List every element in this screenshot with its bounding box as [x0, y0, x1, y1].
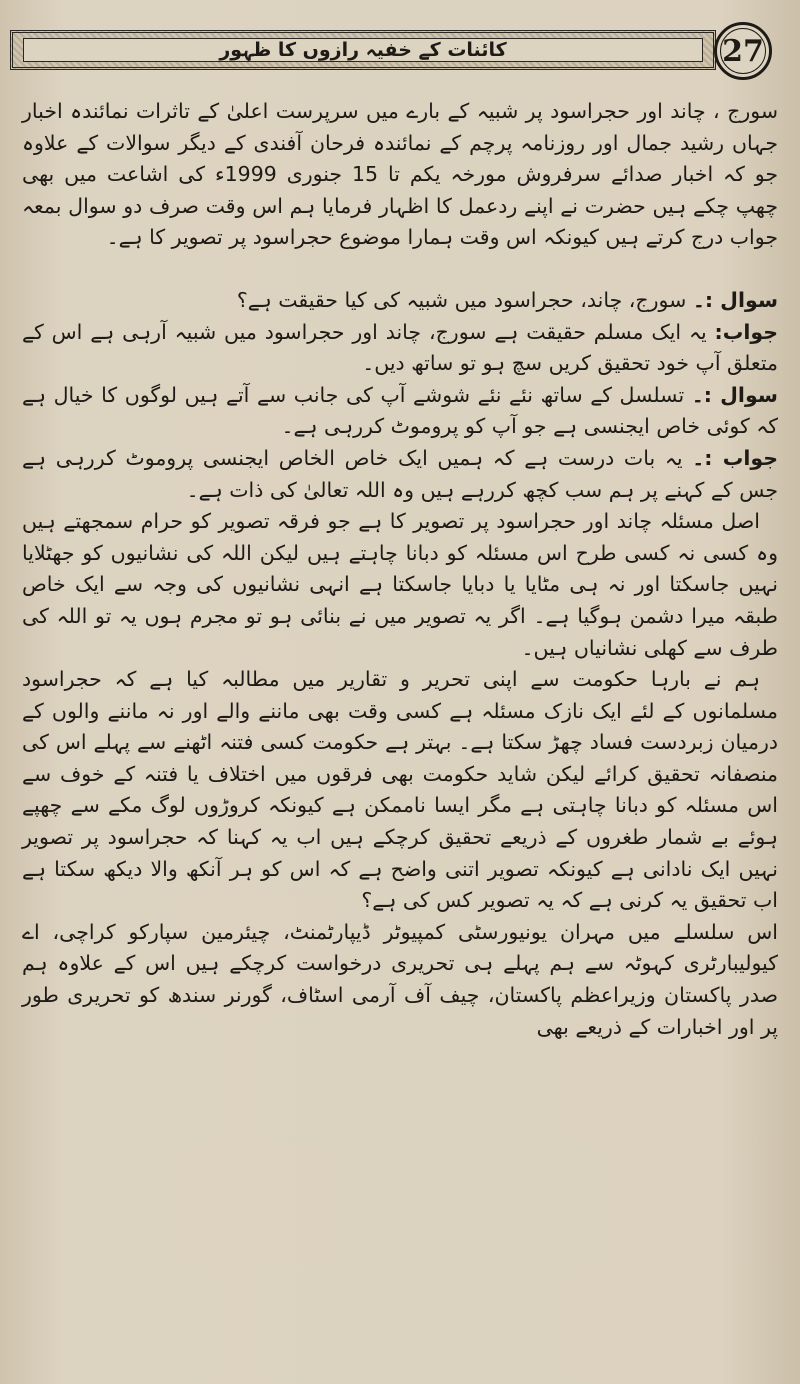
question-label: سوال :۔ — [692, 287, 778, 312]
question-text: سورج، چاند، حجراسود میں شبیہ کی کیا حقیقت ہے؟ — [236, 287, 687, 312]
question-1 — [22, 285, 778, 317]
body-paragraph: اصل مسئلہ چاند اور حجراسود پر تصویر کا ہے جو فرقہ تصویر کو حرام سمجھتے ہیں وہ کسی نہ کسی طرح اس مسئلہ کو دبانا چاہتے ہیں لیکن اللہ کی نشانیوں کو جھٹلایا نہیں جاسکتا اور نہ ہی مٹایا یا دبایا جاسکتا ہے انہی نشانیوں کی وجہ سے ایک خاص طبقہ میرا دشمن ہوگیا ہے۔ اگر یہ تصویر میں نے بنائی ہو تو مجرم ہوں یہ تو اللہ کی طرف سے کھلی نشانیاں ہیں۔ — [22, 509, 778, 660]
answer-2 — [22, 443, 778, 506]
page-header — [10, 22, 786, 84]
page-number: 27 — [722, 33, 764, 69]
intro-paragraph: سورج ، چاند اور حجراسود پر شبیہ کے بارے میں سرپرست اعلیٰ کے تاثرات نمائندہ اخبار جہاں رشید جمال اور روزنامہ پرچم کے نمائندہ فرحان آفندی کے دیگر سوالات کے علاوہ جو کہ اخبار صدائے سرفروش مورخہ یکم تا 15 جنوری 1999ء کی اشاعت میں بھی چھپ چکے ہیں حضرت نے اپنے ردعمل کا اظہار فرمایا ہم اس وقت صرف دو سوال بمعہ جواب درج کرتے ہیں کیونکہ اس وقت ہمارا موضوع حجراسود پر تصویر کا ہے۔ — [22, 99, 778, 250]
answer-text: یہ ایک مسلم حقیقت ہے سورج، چاند اور حجراسود میں شبیہ آرہی ہے اس کے متعلق آپ خود تحقیق کریں سچ ہو تو ساتھ دیں۔ — [22, 319, 778, 376]
question-label: سوال :۔ — [691, 382, 778, 407]
running-title: کائنات کے خفیہ رازوں کا ظہور — [219, 39, 507, 61]
answer-1 — [22, 317, 778, 380]
page-body — [22, 96, 778, 1043]
title-frame-inner — [23, 38, 703, 62]
body-paragraph: ہم نے بارہا حکومت سے اپنی تحریر و تقاریر میں مطالبہ کیا ہے کہ حجراسود مسلمانوں کے لئے ایک نازک مسئلہ ہے کسی وقت بھی ماننے والے اور نہ ماننے والوں کے درمیان زبردست فساد چھڑ سکتا ہے۔ بہتر ہے حکومت کسی فتنہ اٹھنے سے پہلے اس کی منصفانہ تحقیق کرائے لیکن شاید حکومت بھی فرقوں میں اختلاف یا فتنہ کے خوف سے اس مسئلہ کو دبانا چاہتی ہے مگر ایسا ناممکن ہے کیونکہ کروڑوں لوگ مکے سے چھپے ہوئے بے شمار طغروں کے ذریعے تحقیق کرچکے ہیں اب یہ کہنا کہ حجراسود پر تصویر نہیں ایک نادانی ہے کیونکہ تصویر اتنی واضح ہے کہ اس کو ہر آنکھ والا دیکھ سکتا ہے اب تحقیق یہ کرنی ہے کہ یہ تصویر کس کی ہے؟ — [22, 667, 778, 913]
answer-label: جواب :۔ — [692, 445, 778, 470]
body-paragraph: اس سلسلے میں مہران یونیورسٹی کمپیوٹر ڈیپارٹمنٹ، چیئرمین سپارکو کراچی، اے کیولیبارٹری کہوٹہ سے ہم پہلے ہی تحریری درخواست کرچکے ہیں اس کے علاوہ ہم صدر پاکستان وزیراعظم پاکستان، چیف آف آرمی اسٹاف، گورنر سندھ کو تحریری طور پر اور اخبارات کے ذریعے بھی — [22, 919, 778, 1039]
answer-label: جواب: — [714, 319, 778, 344]
question-2 — [22, 380, 778, 443]
title-frame — [10, 30, 716, 70]
page-number-badge — [714, 22, 772, 80]
answer-text: یہ بات درست ہے کہ ہمیں ایک خاص الخاص ایجنسی پروموٹ کررہی ہے جس کے کہنے پر ہم سب کچھ کررہے ہیں وہ اللہ تعالیٰ کی ذات ہے۔ — [22, 445, 778, 502]
question-text: تسلسل کے ساتھ نئے نئے شوشے آپ کی جانب سے آتے ہیں لوگوں کا خیال ہے کہ کوئی خاص ایجنسی ہے جو آپ کو پروموٹ کررہی ہے۔ — [22, 382, 778, 439]
